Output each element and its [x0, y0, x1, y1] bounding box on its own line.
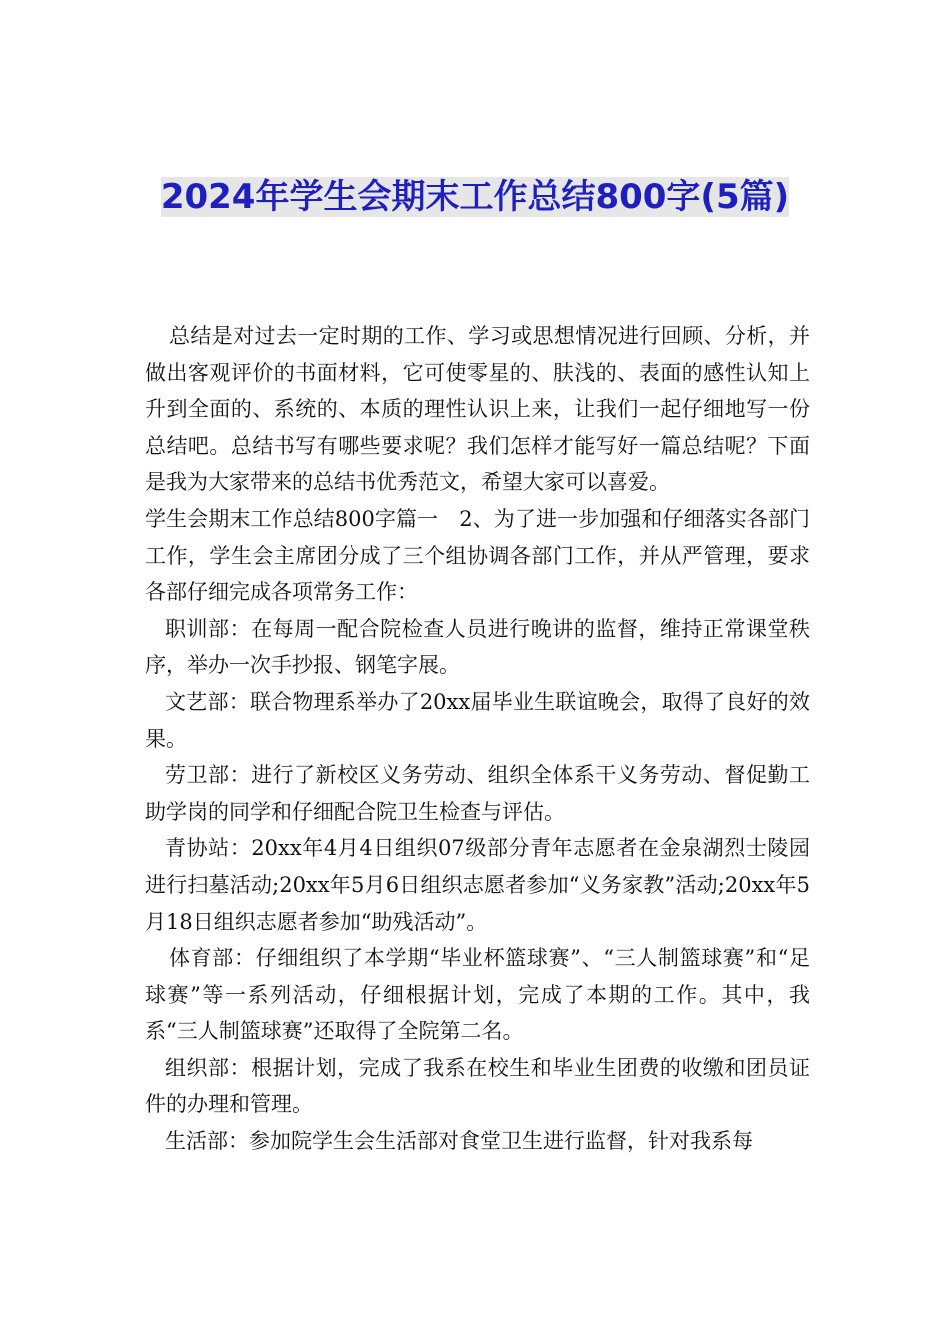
- document-title-text: 2024年学生会期末工作总结800字(5篇): [160, 177, 790, 217]
- paragraph-laowei: 劳卫部：进行了新校区义务劳动、组织全体系干义务劳动、督促勤工助学岗的同学和仔细配合院卫生检查与评估。: [145, 763, 810, 824]
- document-title: [150, 172, 800, 222]
- paragraph-qingxie: 青协站：20xx年4月4日组织07级部分青年志愿者在金泉湖烈士陵园进行扫墓活动;20xx年5月6日组织志愿者参加“义务家教”活动;20xx年5月18日组织志愿者参加“助残活动”。: [145, 836, 810, 934]
- document-body: [145, 318, 810, 1160]
- paragraph-zuzhi: 组织部：根据计划，完成了我系在校生和毕业生团费的收缴和团员证件的办理和管理。: [145, 1055, 810, 1117]
- paragraph-tiyu: 体育部：仔细组织了本学期“毕业杯篮球赛”、“三人制篮球赛”和“足球赛”等一系列活动，仔细根据计划，完成了本期的工作。其中，我系“三人制篮球赛”还取得了全院第二名。: [145, 946, 810, 1044]
- paragraph-intro: 总结是对过去一定时期的工作、学习或思想情况进行回顾、分析，并做出客观评价的书面材料，它可使零星的、肤浅的、表面的感性认知上升到全面的、系统的、本质的理性认识上来，让我们一起仔细地写一份总结吧。总结书写有哪些要求呢？我们怎样才能写好一篇总结呢？下面是我为大家带来的总结书优秀范文，希望大家可以喜爱。: [145, 324, 810, 495]
- paragraph-shenghuo: 生活部：参加院学生会生活部对食堂卫生进行监督，针对我系每: [165, 1129, 753, 1154]
- paragraph-section-one: 学生会期末工作总结800字篇一 2、为了进一步加强和仔细落实各部门工作，学生会主席团分成了三个组协调各部门工作，并从严管理，要求各部仔细完成各项常务工作：: [145, 506, 810, 605]
- paragraph-wenyi: 文艺部：联合物理系举办了20xx届毕业生联谊晚会，取得了良好的效果。: [145, 689, 810, 751]
- paragraph-zhixun: 职训部：在每周一配合院检查人员进行晚讲的监督，维持正常课堂秩序，举办一次手抄报、钢笔字展。: [145, 616, 810, 678]
